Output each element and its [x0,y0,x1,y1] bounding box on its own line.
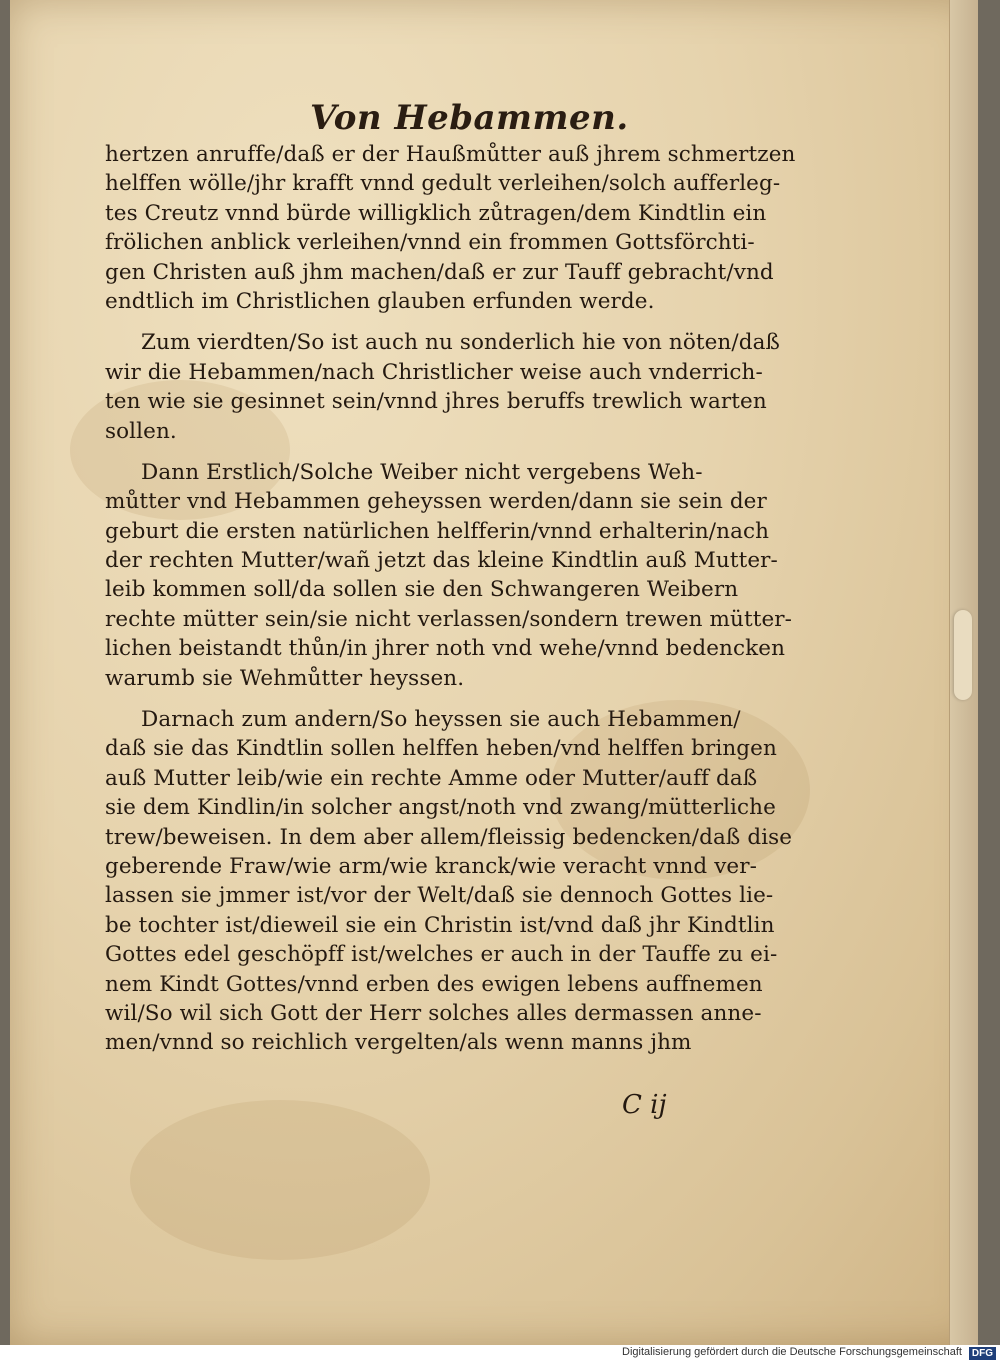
running-header: Von Hebammen. [310,98,629,138]
text-line: men/vnnd so reichlich vergelten/als wenn manns jhm [105,1030,692,1056]
paragraph-2 [105,328,780,357]
text-line: hertzen anruffe/daß er der Haußmůtter auß jhrem schmertzen [105,142,796,167]
text-line: trew/beweisen. In dem aber allem/fleissig bedencken/daß dise [105,824,793,850]
text-line: helffen wölle/jhr krafft vnnd gedult verleihen/solch aufferleg- [105,171,781,197]
paragraph-1 [105,140,796,316]
paragraph-gap [105,316,777,328]
text-line: sollen. [105,418,177,444]
paragraph-gap [105,693,777,705]
text-line: lichen beistandt thůn/in jhrer noth vnd wehe/vnnd bedencken [105,636,786,662]
paragraph-gap [105,446,777,458]
text-line: nem Kindt Gottes/vnnd erben des ewigen lebens auffnemen [105,971,763,997]
text-line: Darnach zum andern/So heyssen sie auch Hebammen/ [141,707,741,733]
text-line: rechte mütter sein/sie nicht verlassen/sondern trewen mütter- [105,606,793,632]
text-line: Gottes edel geschöpff ist/welches er auch in der Tauffe zu ei- [105,942,778,968]
paragraph-2-cont [105,358,777,446]
text-line: geberende Fraw/wie arm/wie kranck/wie veracht vnnd ver- [105,853,758,879]
text-line: tes Creutz vnnd bürde willigklich zůtragen/dem Kindtlin ein [105,200,767,226]
text-line: sie dem Kindlin/in solcher angst/noth vnd zwang/mütterliche [105,795,776,821]
book-page [10,0,978,1345]
text-line: wil/So wil sich Gott der Herr solches alles dermassen anne- [105,1000,762,1026]
signature-mark: C ij [622,1090,667,1120]
text-line: geburt die ersten natürlichen helfferin/vnnd erhalterin/nach [105,518,770,544]
body-text [105,140,796,1058]
text-line: be tochter ist/dieweil sie ein Christin ist/vnd daß jhr Kindtlin [105,912,775,938]
text-line: der rechten Mutter/wañ jetzt das kleine Kindtlin auß Mutter- [105,548,778,574]
text-line: leib kommen soll/da sollen sie den Schwangeren Weibern [105,577,739,603]
text-line: daß sie das Kindtlin sollen helffen heben/vnd helffen bringen [105,736,777,762]
text-line: lassen sie jmmer ist/vor der Welt/daß sie dennoch Gottes lie- [105,883,774,909]
text-line: wir die Hebammen/nach Christlicher weise auch vnderrich- [105,359,763,385]
text-line: endtlich im Christlichen glauben erfunden werde. [105,288,655,314]
text-line: gen Christen auß jhm machen/daß er zur Tauff gebracht/vnd [105,259,774,285]
dfg-logo: DFG [969,1347,996,1360]
text-line: frölichen anblick verleihen/vnnd ein frommen Gottsförchti- [105,230,755,256]
digitization-footer [0,1345,1000,1362]
text-line: Zum vierdten/So ist auch nu sonderlich hie von nöten/daß [141,330,780,356]
paper-stain [130,1100,430,1260]
paragraph-4-cont [105,734,793,1057]
paragraph-3 [105,458,777,487]
page-fold-tab [954,610,972,700]
page-edge [949,0,978,1345]
footer-credit: Digitalisierung gefördert durch die Deutsche Forschungsgemeinschaft [622,1346,962,1358]
text-line: auß Mutter leib/wie ein rechte Amme oder Mutter/auff daß [105,765,758,791]
text-line: ten wie sie gesinnet sein/vnnd jhres beruffs trewlich warten [105,389,767,415]
text-line: Dann Erstlich/Solche Weiber nicht vergebens Weh- [141,459,703,485]
text-line: warumb sie Wehmůtter heyssen. [105,665,465,691]
text-line: můtter vnd Hebammen geheyssen werden/dann sie sein der [105,489,767,515]
paragraph-3-cont [105,487,793,693]
paragraph-4 [105,705,777,734]
